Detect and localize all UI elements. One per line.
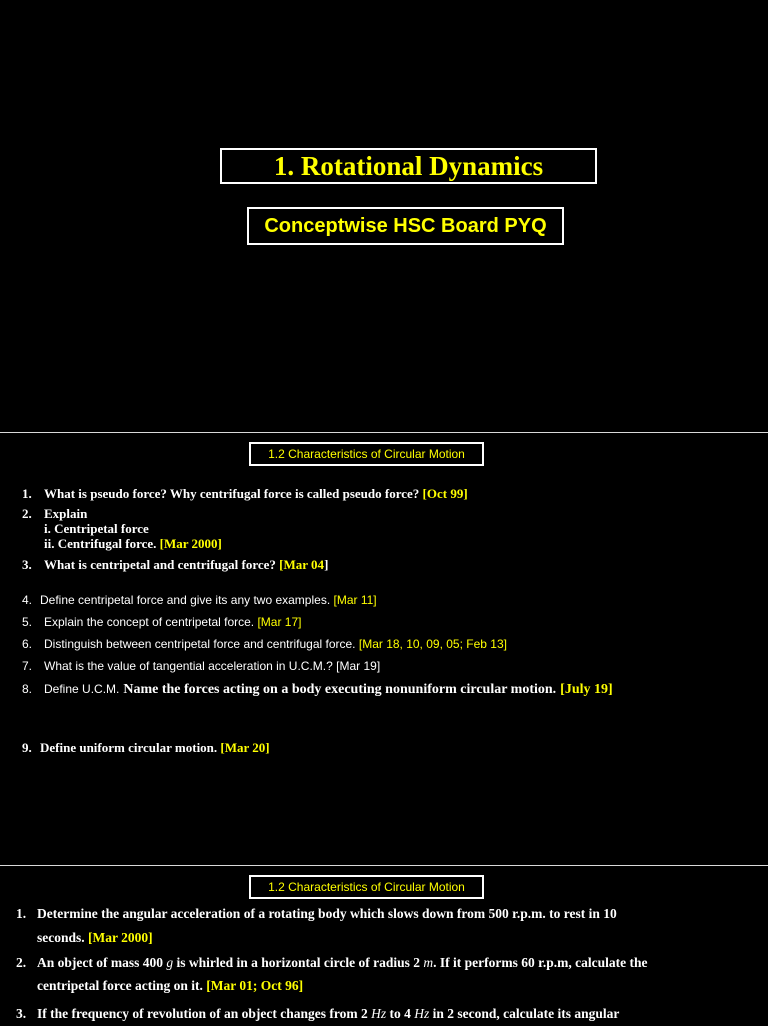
question-text-part: is whirled in a horizontal circle of radius 2 (176, 955, 420, 970)
exam-tag: [Mar 17] (257, 615, 302, 629)
question-text-part: in 2 second, calculate its angular (432, 1006, 620, 1021)
exam-tag: [Mar 2000] (159, 536, 222, 551)
question-number: 5. (22, 615, 33, 629)
exam-tag: [Mar 2000] (88, 930, 153, 945)
exam-tag: [Mar 18, 10, 09, 05; Feb 13] (358, 637, 507, 651)
unit-symbol: m (423, 955, 434, 970)
question-text-prefix: Define U.C.M. (44, 682, 120, 696)
question-number: 3. (16, 1006, 27, 1021)
exam-tag: [Mar 11] (333, 593, 377, 607)
question-text: Define centripetal force and give its any two examples. (40, 593, 331, 607)
sub-item: ii. Centrifugal force. (44, 536, 157, 551)
question-text-line-2: seconds. (37, 930, 85, 945)
question-text-part: An object of mass 400 (37, 955, 163, 970)
question-text-part: If the frequency of revolution of an object changes from 2 (37, 1006, 368, 1021)
exam-tag: [Mar 04 (279, 557, 325, 572)
question-text: Explain the concept of centripetal force. (44, 615, 255, 629)
exam-tag: [July 19] (560, 682, 613, 697)
question-number: 2. (16, 955, 27, 970)
exam-tag-bracket: ] (324, 557, 329, 572)
sub-item: i. Centripetal force (44, 521, 149, 536)
question-number: 4. (22, 593, 33, 607)
page-title: 1. Rotational Dynamics (220, 148, 597, 184)
question-number: 7. (22, 659, 33, 673)
question-text: What is centripetal and centrifugal force? (44, 557, 276, 572)
question-number: 1. (22, 486, 32, 501)
question-text: Name the forces acting on a body executing nonuniform circular motion. (123, 682, 557, 697)
page-subtitle: Conceptwise HSC Board PYQ (247, 207, 564, 245)
question-number: 6. (22, 637, 33, 651)
exam-tag: [Oct 99] (422, 486, 468, 501)
question-text: Define uniform circular motion. (40, 740, 218, 755)
unit-symbol: Hz (414, 1006, 430, 1021)
question-text-line-1: Determine the angular acceleration of a rotating body which slows down from 500 r.p.m. to rest in 10 (37, 906, 617, 921)
slide-numerical-questions (0, 866, 768, 1024)
unit-symbol: g (166, 955, 174, 970)
question-text: Distinguish between centripetal force and centrifugal force. (44, 637, 356, 651)
question-text: Explain (44, 506, 88, 521)
unit-symbol: Hz (371, 1006, 387, 1021)
question-number: 2. (22, 506, 32, 521)
exam-tag: [Mar 20] (220, 740, 270, 755)
section-title: 1.2 Characteristics of Circular Motion (249, 875, 484, 899)
question-number: 3. (22, 557, 32, 572)
question-number: 9. (22, 740, 32, 755)
question-text-part: . If it performs 60 r.p.m, calculate the (433, 955, 648, 970)
question-text: What is the value of tangential acceleration in U.C.M.? [Mar 19] (44, 659, 381, 673)
question-text: What is pseudo force? Why centrifugal force is called pseudo force? (44, 486, 420, 501)
slide-theory-questions (0, 433, 768, 865)
slide-title (0, 0, 768, 432)
question-number: 1. (16, 906, 27, 921)
question-text-line-2: centripetal force acting on it. (37, 978, 203, 993)
exam-tag: [Mar 01; Oct 96] (206, 978, 304, 993)
question-number: 8. (22, 682, 33, 696)
question-text-part: to 4 (389, 1006, 411, 1021)
section-title: 1.2 Characteristics of Circular Motion (249, 442, 484, 466)
